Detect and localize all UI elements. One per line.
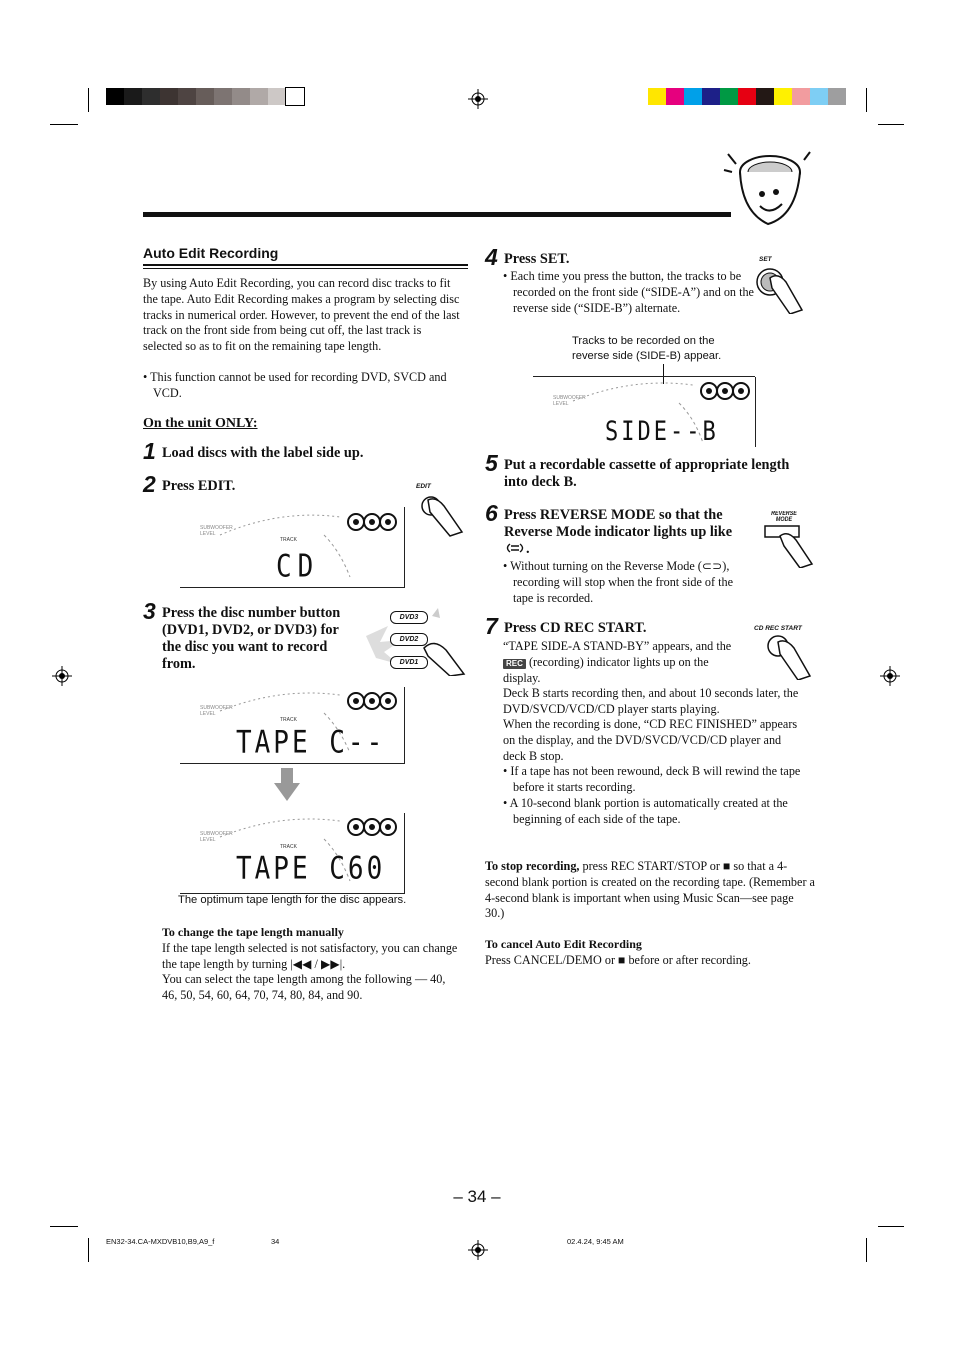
- rec-badge: REC: [503, 659, 526, 669]
- sheet-number: 34: [271, 1237, 280, 1246]
- caption-optimum: The optimum tape length for the disc appears.: [178, 894, 407, 906]
- stop-recording-paragraph: [485, 859, 815, 922]
- calibration-swatch: [720, 88, 738, 105]
- registration-mark-icon: [880, 666, 900, 686]
- step-7-paragraph-3: When the recording is done, “CD REC FINISHED” appears on the display, and the DVD/SVCD/VCD/CD player and deck B stop.: [503, 717, 798, 763]
- display-readout: SIDE--B: [605, 417, 719, 447]
- crop-mark: [50, 124, 78, 125]
- stop-recording-text: press REC START/STOP or ■ so that a 4-second blank portion is created on the recording tape. (Remember a 4-second blank is important when using Music Scan—see page 30.): [485, 859, 815, 921]
- calibration-swatch: [286, 88, 304, 105]
- set-button-label: SET: [759, 256, 772, 263]
- page-number: – 34 –: [453, 1187, 501, 1206]
- calibration-swatch: [774, 88, 792, 105]
- display-panel: [180, 507, 405, 588]
- intro-bullet: • This function cannot be used for recording DVD, SVCD and VCD.: [143, 370, 447, 400]
- calibration-swatch: [666, 88, 684, 105]
- level-label: SUBWOOFER LEVEL: [200, 525, 233, 537]
- calibration-swatch: [738, 88, 756, 105]
- cancel-text: Press CANCEL/DEMO or ■ before or after recording.: [485, 953, 751, 967]
- display-readout: TAPE C--: [236, 725, 386, 761]
- crop-mark: [50, 1226, 78, 1227]
- step-6-text: Press REVERSE MODE so that the Reverse Mode indicator lights up like .: [504, 507, 733, 557]
- section-title-underline: [143, 264, 468, 266]
- display-panel: [533, 377, 756, 447]
- calibration-swatch: [828, 88, 846, 105]
- step-number: 4: [485, 244, 498, 270]
- dvd1-button[interactable]: DVD1: [390, 656, 428, 669]
- section-title-underline: [143, 268, 468, 269]
- calibration-swatch: [684, 88, 702, 105]
- calibration-swatch: [232, 88, 250, 105]
- edit-button-label: EDIT: [416, 483, 431, 490]
- reverse-mode-button-label: REVERSE MODE: [771, 511, 797, 523]
- dvd3-button[interactable]: DVD3: [390, 611, 428, 624]
- step-5-text: Put a recordable cassette of appropriate length into deck B.: [504, 457, 790, 490]
- unit-only-label: On the unit ONLY:: [143, 416, 258, 431]
- calibration-swatch: [250, 88, 268, 105]
- set-button-icon[interactable]: [752, 264, 804, 314]
- calibration-swatch: [756, 88, 774, 105]
- calibration-swatch: [702, 88, 720, 105]
- calibration-swatch: [214, 88, 232, 105]
- track-label: TRACK: [280, 537, 297, 543]
- calibration-swatch: [268, 88, 286, 105]
- step-7-bullet-2: • A 10-second blank portion is automatically created at the beginning of each side of the tape.: [503, 796, 788, 826]
- step-number: 7: [485, 613, 498, 639]
- crop-mark: [88, 1238, 89, 1262]
- caption-side-b: Tracks to be recorded on the reverse side (SIDE-B) appear.: [572, 335, 722, 362]
- cd-rec-start-button-icon[interactable]: [764, 632, 812, 680]
- calibration-swatch: [792, 88, 810, 105]
- calibration-swatch: [196, 88, 214, 105]
- cancel-heading: To cancel Auto Edit Recording: [485, 937, 642, 951]
- step-6-bullet: • Without turning on the Reverse Mode (⊂⊃), recording will stop when the front side of the tape is recorded.: [503, 559, 733, 605]
- reverse-mode-indicator-icon: [504, 542, 526, 554]
- level-label: SUBWOOFER LEVEL: [200, 831, 233, 843]
- timestamp: 02.4.24, 9:45 AM: [567, 1237, 624, 1246]
- step-4-text: Press SET.: [504, 251, 570, 267]
- track-label: TRACK: [280, 717, 297, 723]
- step-7-paragraph-1: [503, 639, 743, 686]
- registration-mark-icon: [468, 89, 488, 109]
- display-readout: CD: [276, 549, 320, 585]
- reverse-mode-button-icon[interactable]: [762, 524, 814, 568]
- display-panel: [180, 687, 405, 764]
- calibration-swatch: [124, 88, 142, 105]
- cassette-mascot-icon: [722, 142, 814, 234]
- crop-mark: [866, 88, 867, 112]
- crop-mark: [866, 1238, 867, 1262]
- level-label: SUBWOOFER LEVEL: [200, 705, 233, 717]
- calibration-swatch: [178, 88, 196, 105]
- step-2-text: Press EDIT.: [162, 478, 236, 494]
- registration-mark-icon: [52, 666, 72, 686]
- track-label: TRACK: [280, 844, 297, 850]
- crop-mark: [878, 124, 904, 125]
- calibration-swatch: [160, 88, 178, 105]
- display-readout: TAPE C60: [236, 851, 386, 887]
- step-number: 2: [143, 471, 156, 497]
- step-number: 1: [143, 438, 156, 464]
- change-text-2: You can select the tape length among the following — 40, 46, 50, 54, 60, 64, 70, 74, 80, 84, and 90.: [162, 972, 446, 1002]
- step-4-bullet: • Each time you press the button, the tracks to be recorded on the front side (“SIDE-A”) and on the reverse side (“SIDE-B”) alternate.: [503, 269, 754, 315]
- calibration-swatch: [106, 88, 124, 105]
- calibration-swatch: [648, 88, 666, 105]
- step-number: 6: [485, 500, 498, 526]
- step-6-label: Press REVERSE MODE so that the Reverse Mode indicator lights up like: [504, 507, 733, 540]
- step-number: 5: [485, 450, 498, 476]
- display-panel: [180, 813, 405, 894]
- step-7-paragraph-2: Deck B starts recording then, and about 10 seconds later, the DVD/SVCD/VCD/CD player starts playing.: [503, 686, 799, 716]
- crop-mark: [878, 1226, 904, 1227]
- section-title: Auto Edit Recording: [143, 245, 279, 261]
- level-label: SUBWOOFER LEVEL: [553, 395, 586, 407]
- dvd2-button[interactable]: DVD2: [390, 633, 428, 646]
- crop-mark: [88, 88, 89, 112]
- calibration-swatch: [810, 88, 828, 105]
- change-heading: To change the tape length manually: [162, 925, 344, 939]
- intro-paragraph: By using Auto Edit Recording, you can record disc tracks to fit the tape. Auto Edit Recording makes a program by selecting disc tracks in numerical order. However, to prevent the end of the last track on the front side from being cut off, the last track is selected so as to fit on the remaining tape length.: [143, 276, 460, 354]
- calibration-swatch: [142, 88, 160, 105]
- step-number: 3: [143, 598, 156, 624]
- step-7-text: Press CD REC START.: [504, 620, 647, 636]
- down-arrow-icon: [274, 768, 300, 802]
- step-7-p1-start: “TAPE SIDE-A STAND-BY” appears, and the: [503, 639, 732, 653]
- step-3-text: Press the disc number button (DVD1, DVD2, or DVD3) for the disc you want to record from.: [162, 605, 341, 672]
- cd-rec-start-button-label: CD REC START: [754, 625, 802, 632]
- step-1-text: Load discs with the label side up.: [162, 445, 364, 461]
- change-text-1: If the tape length selected is not satisfactory, you can change the tape length by turning |◀◀ / ▶▶|.: [162, 941, 458, 971]
- step-7-bullet-1: • If a tape has not been rewound, deck B will rewind the tape before it starts recording.: [503, 764, 801, 794]
- registration-mark-icon: [468, 1240, 488, 1260]
- step-7-p1-end: (recording) indicator lights up on the display.: [503, 654, 709, 685]
- file-name: EN32-34.CA-MXDVB10,B9,A9_f: [106, 1237, 215, 1246]
- edit-button-icon[interactable]: [410, 492, 470, 538]
- header-rule: [143, 212, 731, 217]
- stop-recording-heading: To stop recording,: [485, 859, 580, 873]
